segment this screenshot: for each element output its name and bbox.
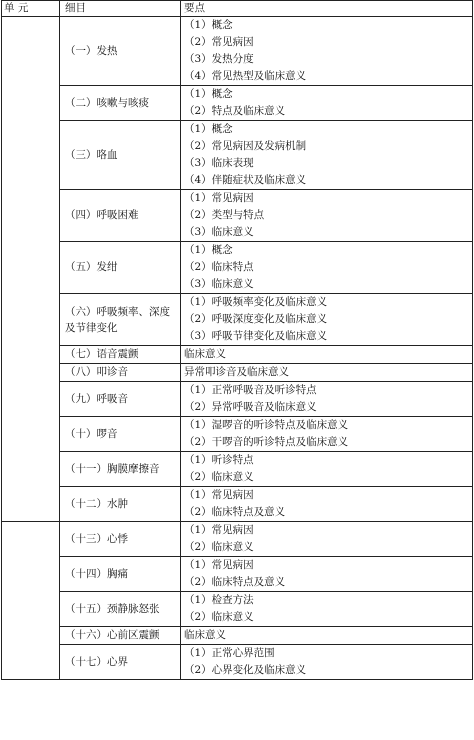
point-line: （2）临床特点及意义	[184, 576, 286, 588]
point-line: （2）临床意义	[184, 541, 254, 553]
point-line: （2）常见病因	[184, 36, 254, 48]
table-row	[2, 121, 473, 190]
points-cell	[181, 17, 473, 86]
point-line: （1）呼吸频率变化及临床意义	[184, 296, 328, 308]
table-row	[2, 627, 473, 645]
points-cell	[181, 627, 473, 645]
item-cell: （四）呼吸困难	[60, 190, 181, 242]
header-points: 要点	[181, 1, 473, 17]
item-cell: （八）叩诊音	[60, 364, 181, 382]
table-row	[2, 592, 473, 627]
table-row	[2, 364, 473, 382]
unit-cell	[2, 17, 60, 522]
item-cell: （十七）心界	[60, 645, 181, 680]
item-cell: （九）呼吸音	[60, 382, 181, 417]
points-cell	[181, 242, 473, 294]
points-cell	[181, 294, 473, 346]
point-line: （1）概念	[184, 123, 233, 135]
point-line: （1）湿啰音的听诊特点及临床意义	[184, 419, 349, 431]
point-line: （1）听诊特点	[184, 454, 254, 466]
point-line: （2）特点及临床意义	[184, 105, 286, 117]
table-row	[2, 452, 473, 487]
point-line: （1）常见病因	[184, 559, 254, 571]
table-row	[2, 417, 473, 452]
points-cell	[181, 417, 473, 452]
table-row	[2, 86, 473, 121]
table-row	[2, 346, 473, 364]
points-cell	[181, 592, 473, 627]
points-cell	[181, 382, 473, 417]
point-line: 临床意义	[184, 629, 226, 641]
item-cell: （十二）水肿	[60, 487, 181, 522]
item-cell: （十三）心悸	[60, 522, 181, 557]
point-line: （2）常见病因及发病机制	[184, 140, 307, 152]
item-cell: （十一）胸膜摩擦音	[60, 452, 181, 487]
table-row	[2, 190, 473, 242]
unit-cell	[2, 522, 60, 680]
point-line: 临床意义	[184, 348, 226, 360]
point-line: 异常叩诊音及临床意义	[184, 366, 289, 378]
syllabus-table	[1, 0, 473, 680]
point-line: （4）伴随症状及临床意义	[184, 174, 307, 186]
point-line: （2）临床意义	[184, 471, 254, 483]
point-line: （2）干啰音的听诊特点及临床意义	[184, 436, 349, 448]
point-line: （1）正常心界范围	[184, 647, 275, 659]
table-row	[2, 522, 473, 557]
table-row	[2, 557, 473, 592]
point-line: （1）正常呼吸音及听诊特点	[184, 384, 317, 396]
table-row	[2, 645, 473, 680]
points-cell	[181, 346, 473, 364]
header-row	[2, 1, 473, 17]
point-line: （1）概念	[184, 19, 233, 31]
item-cell: （十四）胸痛	[60, 557, 181, 592]
header-item: 细目	[60, 1, 181, 17]
point-line: （2）临床特点	[184, 261, 254, 273]
header-unit: 单 元	[2, 1, 60, 17]
points-cell	[181, 190, 473, 242]
point-line: （1）检查方法	[184, 594, 254, 606]
item-cell: （十五）颈静脉怒张	[60, 592, 181, 627]
table-row	[2, 17, 473, 86]
point-line: （2）临床意义	[184, 611, 254, 623]
item-cell: （三）咯血	[60, 121, 181, 190]
item-cell: （七）语音震颤	[60, 346, 181, 364]
point-line: （3）临床意义	[184, 226, 254, 238]
point-line: （3）发热分度	[184, 53, 254, 65]
table-row	[2, 294, 473, 346]
point-line: （1）概念	[184, 88, 233, 100]
point-line: （2）异常呼吸音及临床意义	[184, 401, 317, 413]
point-line: （1）常见病因	[184, 524, 254, 536]
point-line: （4）常见热型及临床意义	[184, 70, 307, 82]
point-line: （2）类型与特点	[184, 209, 265, 221]
syllabus-table-body	[2, 1, 473, 680]
point-line: （3）临床表现	[184, 157, 254, 169]
points-cell	[181, 557, 473, 592]
points-cell	[181, 364, 473, 382]
point-line: （3）临床意义	[184, 278, 254, 290]
point-line: （2）呼吸深度变化及临床意义	[184, 313, 328, 325]
point-line: （1）概念	[184, 244, 233, 256]
item-cell: （一）发热	[60, 17, 181, 86]
points-cell	[181, 121, 473, 190]
point-line: （1）常见病因	[184, 489, 254, 501]
point-line: （1）常见病因	[184, 192, 254, 204]
item-cell: （十）啰音	[60, 417, 181, 452]
table-row	[2, 487, 473, 522]
points-cell	[181, 452, 473, 487]
points-cell	[181, 487, 473, 522]
points-cell	[181, 86, 473, 121]
item-cell: （二）咳嗽与咳痰	[60, 86, 181, 121]
points-cell	[181, 522, 473, 557]
item-cell: （六）呼吸频率、深度及节律变化	[60, 294, 181, 346]
table-row	[2, 382, 473, 417]
item-cell: （五）发绀	[60, 242, 181, 294]
point-line: （2）临床特点及意义	[184, 506, 286, 518]
points-cell	[181, 645, 473, 680]
table-row	[2, 242, 473, 294]
point-line: （2）心界变化及临床意义	[184, 664, 307, 676]
item-cell: （十六）心前区震颤	[60, 627, 181, 645]
point-line: （3）呼吸节律变化及临床意义	[184, 330, 328, 342]
